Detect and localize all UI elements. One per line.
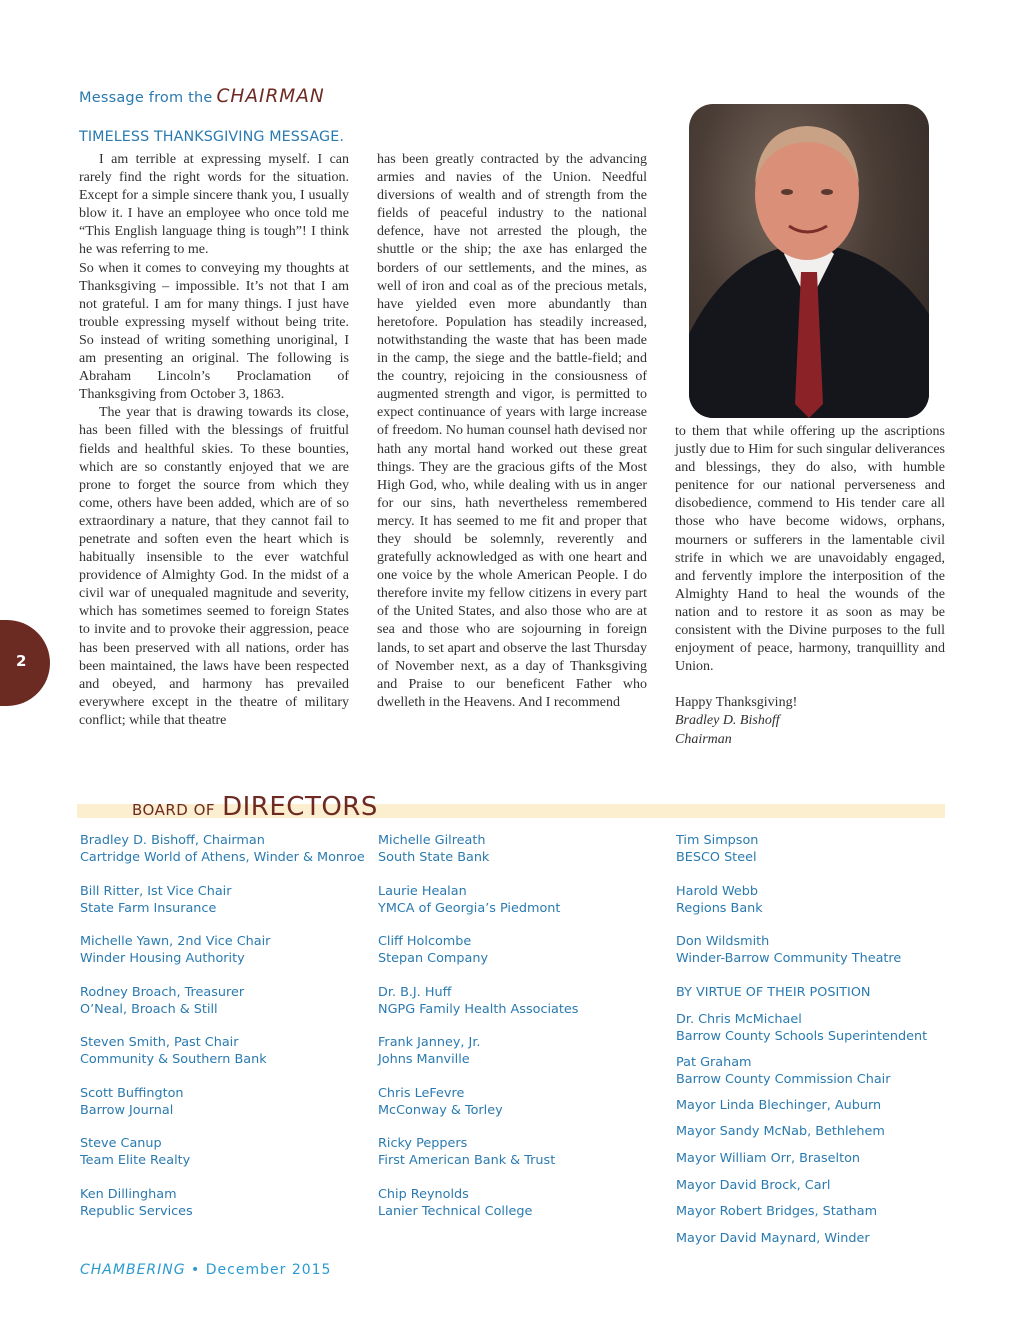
portrait-image (689, 104, 929, 418)
paragraph: has been greatly contracted by the advancing armies and navies of the Union. Needful diversions of wealth and of strength from the fields of peaceful industry to the national defence, have not arrested the plough, the shuttle or the ship; the axe has enlarged the borders of our settlements, and the mines, as well of iron and coal as of the precious metals, have yielded even more abundantly than heretofore. Population has steadily increased, notwithstanding the waste that has been made in the camp, the siege and the battle-field; and the country, rejoicing in the consiousness of augmented strength and vigor, is permitted to expect continuance of years with large increase of freedom. No human counsel hath devised nor hath any mortal hand worked out these great things. They are the gracious gifts of the Most High God, who, while dealing with us in anger for our sins, hath nevertheless remembered mercy. It has seemed to me fit and proper that they should be solemnly, reverently and gratefully acknowledged as with one heart and one voice by the whole American People. I do therefore invite my fellow citizens in every part of the United States, and also those who are at sea and those who are sojourning in foreign lands, to set apart and observe the last Thursday of November next, as a day of Thanksgiving and Praise to our beneficent Father who dwelleth in the Heavens. And I recommend (377, 152, 647, 710)
director-org: NGPG Family Health Associates (378, 1001, 579, 1017)
footer-separator: • (191, 1262, 201, 1278)
director-org: First American Bank & Trust (378, 1153, 556, 1168)
closing-line: Happy Thanksgiving! (675, 695, 798, 711)
section-kicker (79, 86, 325, 107)
director-org: Republic Services (80, 1203, 193, 1219)
director-entry (80, 1135, 365, 1169)
page-footer (80, 1262, 331, 1278)
mayor-entry: Mayor Sandy McNab, Bethlehem (676, 1124, 885, 1140)
director-name: Rodney Broach, Treasurer (80, 984, 245, 1000)
director-entry (80, 832, 365, 866)
director-org: State Farm Insurance (80, 900, 217, 916)
director-entry (378, 1034, 578, 1068)
ex-officio-name: Pat Graham (676, 1054, 752, 1070)
director-name: Chip Reynolds (378, 1186, 469, 1202)
director-org: Johns Manville (378, 1052, 470, 1067)
director-org: BESCO Steel (676, 850, 757, 865)
directors-column-3 (676, 832, 927, 1257)
kicker-highlight: CHAIRMAN (216, 86, 325, 107)
director-entry (378, 1135, 578, 1169)
director-org: Winder Housing Authority (80, 951, 245, 966)
article-column-2 (377, 151, 647, 712)
page-number-tab (0, 620, 50, 706)
mayor-entry: Mayor David Maynard, Winder (676, 1230, 870, 1246)
director-name: Michelle Yawn, 2nd Vice Chair (80, 934, 271, 949)
directors-column-2 (378, 832, 578, 1236)
paragraph: So when it comes to conveying my thoughts at Thanksgiving – impossible. It’s not that I am not grateful. I am for many things. I just have trouble expressing myself without being trite. So instead of writing something unoriginal, I am presenting an original. The following is Abraham Lincoln’s Proclamation of Thanksgiving from October 3, 1863. (79, 260, 349, 403)
mayor-entry: Mayor David Brock, Carl (676, 1177, 831, 1193)
publication-name: CHAMBERING (80, 1262, 186, 1278)
director-org: Team Elite Realty (80, 1153, 191, 1168)
director-name: Cliff Holcombe (378, 934, 472, 949)
mayor-entry: Mayor Linda Blechinger, Auburn (676, 1097, 882, 1113)
signature-name: Bradley D. Bishoff (675, 713, 780, 729)
director-name: Don Wildsmith (676, 934, 770, 949)
director-org: YMCA of Georgia’s Piedmont (378, 900, 561, 916)
director-entry (80, 1085, 365, 1119)
director-entry (378, 984, 578, 1018)
director-org: McConway & Torley (378, 1102, 503, 1118)
director-name: Chris LeFevre (378, 1085, 465, 1101)
director-entry (80, 1034, 365, 1068)
article-column-3 (675, 423, 945, 749)
signature-title: Chairman (675, 731, 732, 747)
paragraph: I am terrible at expressing myself. I can rarely find the right words for the situation. Except for a simple sincere thank you, I usually blow it. I have an employee who once told me “This English language thing is tough”! I think he was referring to me. (79, 152, 349, 258)
board-title-small: BOARD OF (132, 801, 216, 819)
director-name: Steve Canup (80, 1136, 162, 1151)
kicker-prefix: Message from the (79, 90, 213, 106)
director-entry (378, 1186, 578, 1220)
ex-officio-entry (676, 1011, 927, 1045)
chairman-photo (689, 104, 929, 418)
director-name: Ricky Peppers (378, 1136, 468, 1151)
director-entry (80, 933, 365, 967)
ex-officio-name: Dr. Chris McMichael (676, 1011, 802, 1027)
article-column-1 (79, 151, 349, 730)
director-name: Scott Buffington (80, 1085, 184, 1101)
directors-column-1 (80, 832, 365, 1236)
paragraph: to them that while offering up the ascriptions justly due to Him for such singular deliverances and blessings, they do also, with humble penitence for our national perverseness and disobedience, commend to His tender care all those who have become widows, orphans, mourners or sufferers in the lamentable civil strife in which we are unavoidably engaged, and fervently implore the interposition of the Almighty Hand to heal the wounds of the nation and to restore it as soon as may be consistent with the Divine purposes to the full enjoyment of peace, harmony, tranquillity and Union. (675, 424, 945, 675)
board-title (132, 792, 378, 822)
mayor-entry: Mayor William Orr, Braselton (676, 1150, 861, 1166)
director-name: Dr. B.J. Huff (378, 984, 452, 1000)
director-org: Regions Bank (676, 900, 763, 916)
ex-officio-org: Barrow County Commission Chair (676, 1071, 891, 1087)
board-title-large: DIRECTORS (222, 792, 378, 822)
director-org: Cartridge World of Athens, Winder & Monroe (80, 850, 365, 865)
director-name: Bill Ritter, Ist Vice Chair (80, 883, 232, 899)
director-name: Frank Janney, Jr. (378, 1035, 481, 1050)
ex-officio-org: Barrow County Schools Superintendent (676, 1028, 928, 1044)
virtue-heading: BY VIRTUE OF THEIR POSITION (676, 984, 871, 1000)
director-entry (80, 883, 365, 917)
issue-date: December 2015 (205, 1262, 332, 1278)
director-entry (378, 832, 578, 866)
director-org: O’Neal, Broach & Still (80, 1001, 218, 1017)
director-entry (378, 933, 578, 967)
director-entry (80, 984, 365, 1018)
director-org: South State Bank (378, 850, 490, 865)
director-name: Bradley D. Bishoff, Chairman (80, 833, 265, 848)
director-org: Community & Southern Bank (80, 1052, 267, 1067)
article-title: TIMELESS THANKSGIVING MESSAGE. (79, 129, 344, 145)
director-name: Ken Dillingham (80, 1186, 177, 1202)
director-name: Steven Smith, Past Chair (80, 1035, 239, 1050)
director-org: Lanier Technical College (378, 1203, 533, 1219)
director-entry (676, 883, 927, 917)
ex-officio-entry (676, 1054, 927, 1088)
page-number: 2 (16, 652, 27, 670)
director-name: Laurie Healan (378, 883, 467, 899)
director-entry (378, 1085, 578, 1119)
director-name: Tim Simpson (676, 833, 759, 848)
paragraph: The year that is drawing towards its close, has been filled with the blessings of fruitful fields and healthful skies. To these bounties, which are so constantly enjoyed that we are prone to forget the source from which they come, others have been added, which are of so extraordinary a nature, that they cannot fail to penetrate and soften even the heart which is habitually insensible to the ever watchful providence of Almighty God. In the midst of a civil war of unequaled magnitude and severity, which has sometimes seemed to foreign States to invite and to provoke their aggression, peace has been preserved with all nations, order has been maintained, the laws have been respected and obeyed, and harmony has prevailed everywhere except in the theatre of military conflict; while that theatre (79, 405, 349, 728)
director-entry (378, 883, 578, 917)
director-entry (676, 832, 927, 866)
director-name: Michelle Gilreath (378, 833, 486, 848)
director-org: Stepan Company (378, 951, 489, 966)
director-org: Barrow Journal (80, 1102, 174, 1118)
director-entry (80, 1186, 365, 1220)
director-org: Winder-Barrow Community Theatre (676, 951, 902, 966)
director-entry (676, 933, 927, 967)
director-name: Harold Webb (676, 883, 759, 899)
mayor-entry: Mayor Robert Bridges, Statham (676, 1204, 878, 1220)
